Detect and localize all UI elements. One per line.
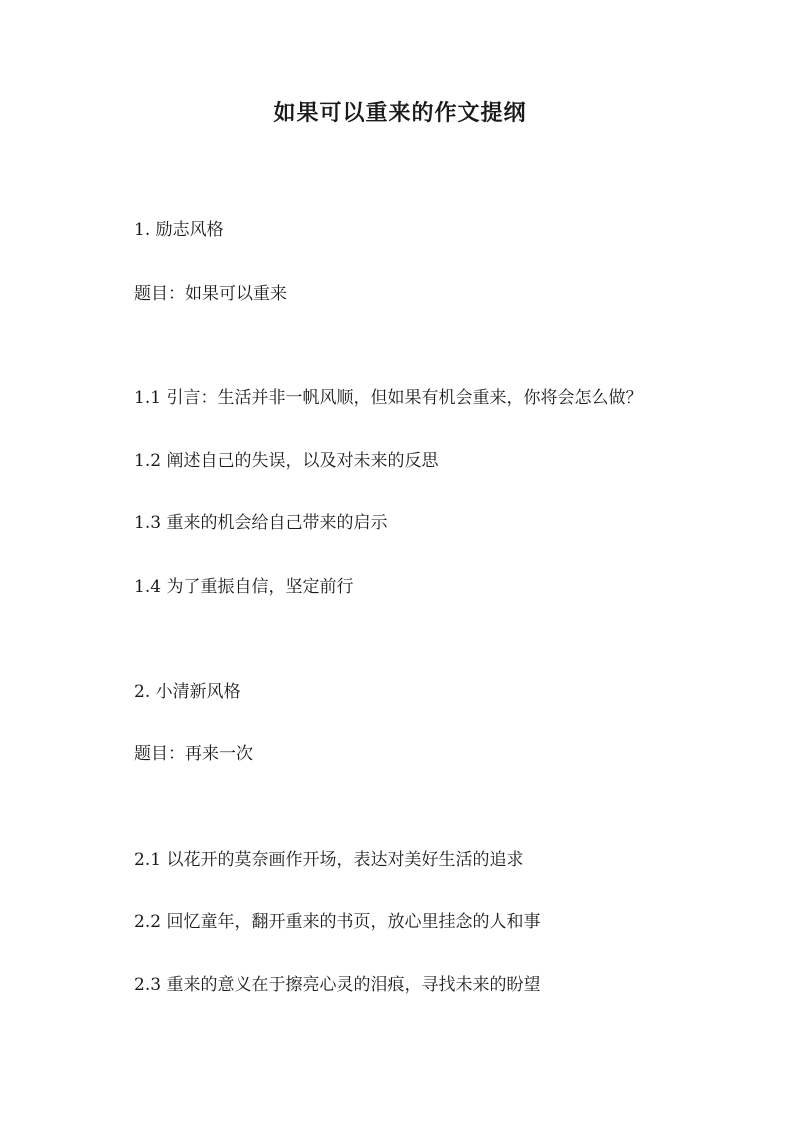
section-2-item-2: 2.2 回忆童年，翻开重来的书页，放心里挂念的人和事 — [134, 912, 541, 932]
section-1-item-2: 1.2 阐述自己的失误，以及对未来的反思 — [134, 451, 439, 471]
section-2-item-1: 2.1 以花开的莫奈画作开场，表达对美好生活的追求 — [134, 850, 524, 870]
section-1-item-3: 1.3 重来的机会给自己带来的启示 — [134, 513, 388, 533]
section-1-topic: 题目：如果可以重来 — [134, 284, 287, 304]
document-title: 如果可以重来的作文提纲 — [273, 100, 527, 126]
section-1-item-4: 1.4 为了重振自信，坚定前行 — [134, 577, 354, 597]
section-2-heading: 2. 小清新风格 — [134, 682, 241, 702]
section-1-item-1: 1.1 引言：生活并非一帆风顺，但如果有机会重来，你将会怎么做？ — [134, 388, 643, 408]
section-1-heading: 1. 励志风格 — [134, 220, 224, 240]
section-2-topic: 题目：再来一次 — [134, 744, 253, 764]
section-2-item-3: 2.3 重来的意义在于擦亮心灵的泪痕，寻找未来的盼望 — [134, 975, 541, 995]
